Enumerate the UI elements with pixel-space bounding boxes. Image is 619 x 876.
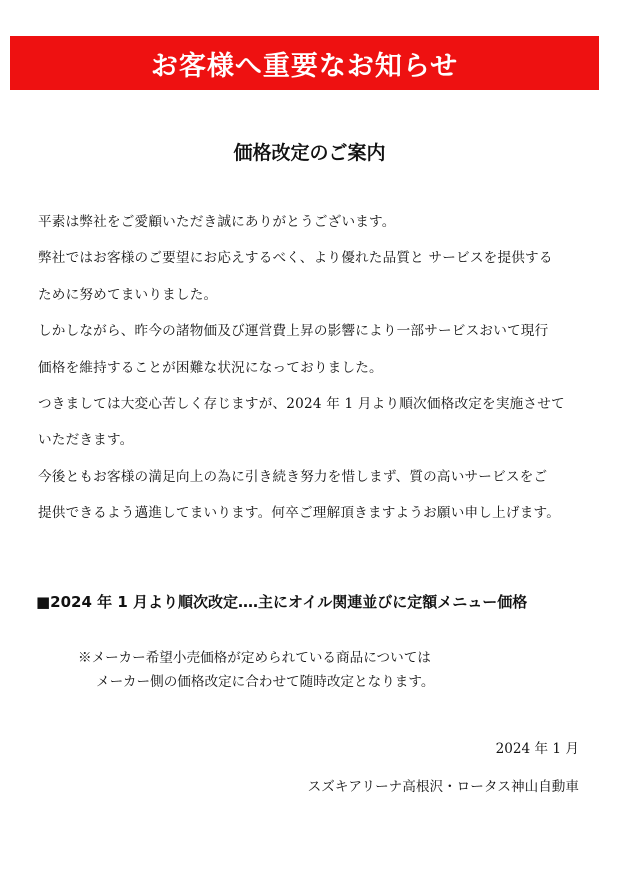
- body-text: [38, 212, 583, 540]
- page-subtitle: 価格改定のご案内: [233, 142, 386, 164]
- body-line: 価格を維持することが困難な状況になっておりました。: [38, 359, 383, 376]
- body-line: 今後ともお客様の満足向上の為に引き続き努力を惜しまず、質の高いサービスをご: [38, 468, 548, 485]
- body-line: しかしながら、昨今の諸物価及び運営費上昇の影響により一部サービスおいて現行: [38, 323, 549, 340]
- notice-date: 2024 年 1 月: [495, 741, 579, 757]
- body-line: 平素は弊社をご愛顧いただき誠にありがとうございます。: [38, 214, 396, 230]
- section-heading: ■2024 年 1 月より順次改定‥‥主にオイル関連並びに定額メニュー価格: [36, 593, 528, 611]
- body-line: つきましては大変心苦しく存じますが、2024 年 1 月より順次価格改定を実施させて: [38, 395, 565, 412]
- note-line-2: メーカー側の価格改定に合わせて随時改定となります。: [96, 674, 435, 690]
- body-line: いただきます。: [38, 432, 134, 449]
- banner-title: お客様へ重要なお知らせ: [150, 50, 459, 82]
- body-line: 提供できるよう邁進してまいります。何卒ご理解頂きますようお願い申し上げます。: [38, 505, 560, 522]
- company-name: スズキアリーナ高根沢・ロータス神山自動車: [307, 779, 579, 795]
- price-note: [78, 646, 434, 694]
- body-line: 弊社ではお客様のご要望にお応えするべく、より優れた品質と サービスを提供する: [38, 250, 553, 267]
- notice-banner: [10, 36, 599, 90]
- note-line-1: ※メーカー希望小売価格が定められている商品については: [78, 650, 431, 666]
- body-line: ために努めてまいりました。: [38, 286, 218, 303]
